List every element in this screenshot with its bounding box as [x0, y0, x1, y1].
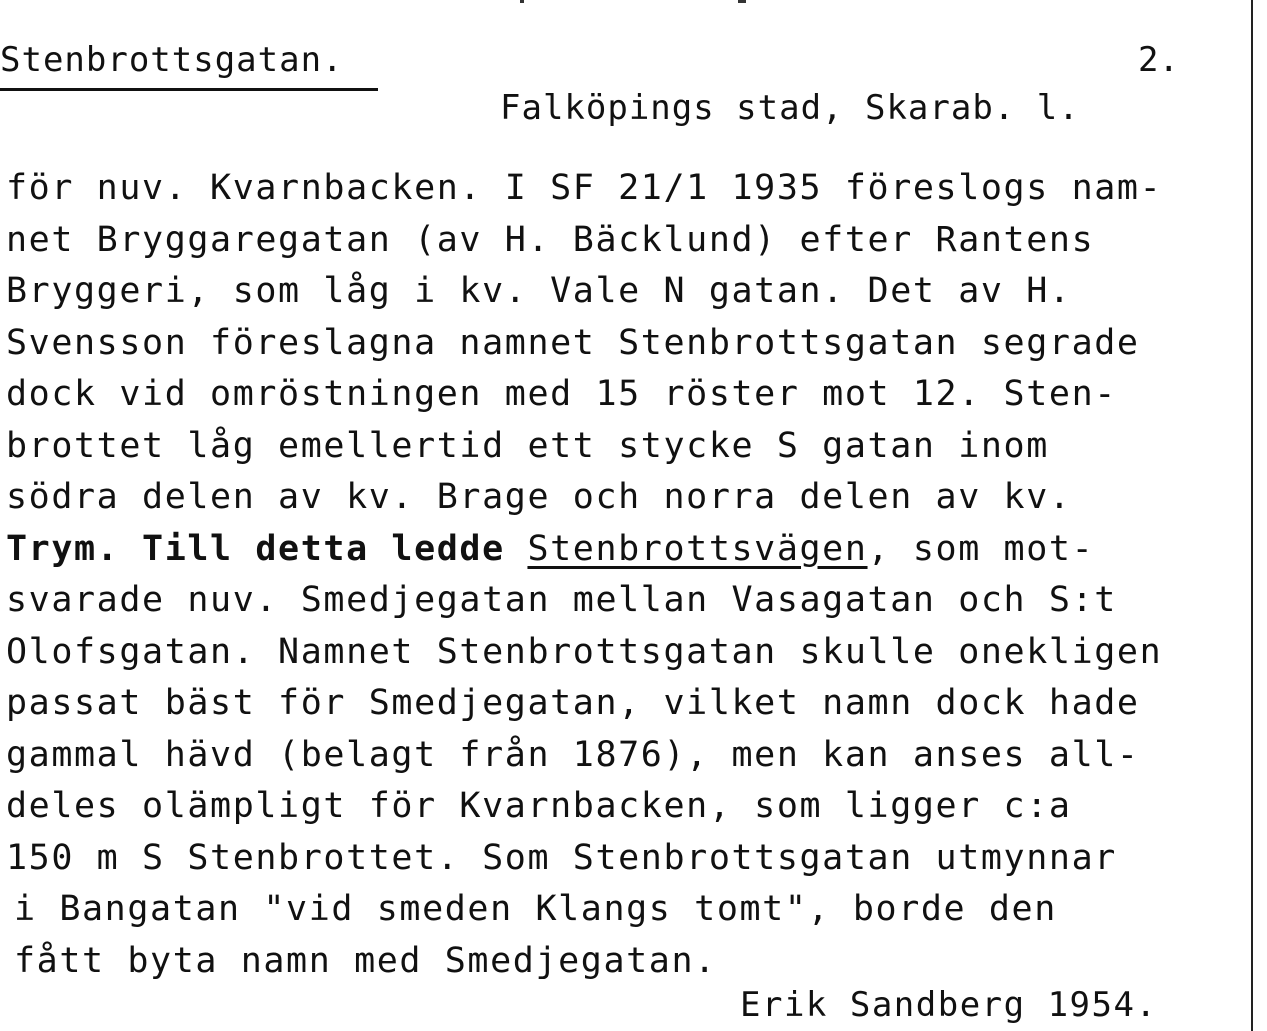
- page-number: 2.: [1138, 40, 1179, 80]
- document-title: Stenbrottsgatan.: [0, 40, 344, 80]
- scan-mark: [520, 0, 524, 3]
- text-line: [6, 524, 1261, 576]
- text-segment: , som mot-: [867, 528, 1095, 569]
- text-line: i Bangatan "vid smeden Klangs tomt", borde den: [14, 889, 1057, 929]
- signature-line: Erik Sandberg 1954.: [740, 985, 1158, 1025]
- text-line: dock vid omröstningen med 15 röster mot 12. Sten-: [6, 374, 1117, 414]
- bold-text-segment: Trym. Till detta ledde: [6, 528, 528, 569]
- text-line: gammal hävd (belagt från 1876), men kan anses all-: [6, 734, 1140, 775]
- location-line: Falköpings stad, Skarab. l.: [500, 88, 1080, 128]
- scan-mark: [738, 0, 746, 3]
- text-line: svarade nuv. Smedjegatan mellan Vasagatan och S:t: [6, 580, 1117, 620]
- text-line: passat bäst för Smedjegatan, vilket namn dock hade: [6, 683, 1140, 723]
- title-underline: [0, 88, 378, 91]
- text-line: fått byta namn med Smedjegatan.: [14, 940, 717, 981]
- text-line: brottet låg emellertid ett stycke S gatan inom: [6, 425, 1049, 466]
- underlined-street-name: Stenbrottsvägen: [527, 528, 868, 569]
- text-line: Bryggeri, som låg i kv. Vale N gatan. Det av H.: [6, 271, 1072, 311]
- text-line: för nuv. Kvarnbacken. I SF 21/1 1935 föreslogs nam-: [6, 168, 1163, 208]
- text-line: net Bryggaregatan (av H. Bäcklund) efter Rantens: [6, 219, 1095, 260]
- text-line: 150 m S Stenbrottet. Som Stenbrottsgatan utmynnar: [6, 837, 1117, 878]
- text-line: Svensson föreslagna namnet Stenbrottsgatan segrade: [6, 322, 1140, 363]
- text-line: deles olämpligt för Kvarnbacken, som ligger c:a: [6, 786, 1072, 826]
- text-line: Olofsgatan. Namnet Stenbrottsgatan skulle onekligen: [6, 631, 1163, 672]
- text-line: södra delen av kv. Brage och norra delen av kv.: [6, 477, 1072, 517]
- body-text: [6, 163, 1261, 987]
